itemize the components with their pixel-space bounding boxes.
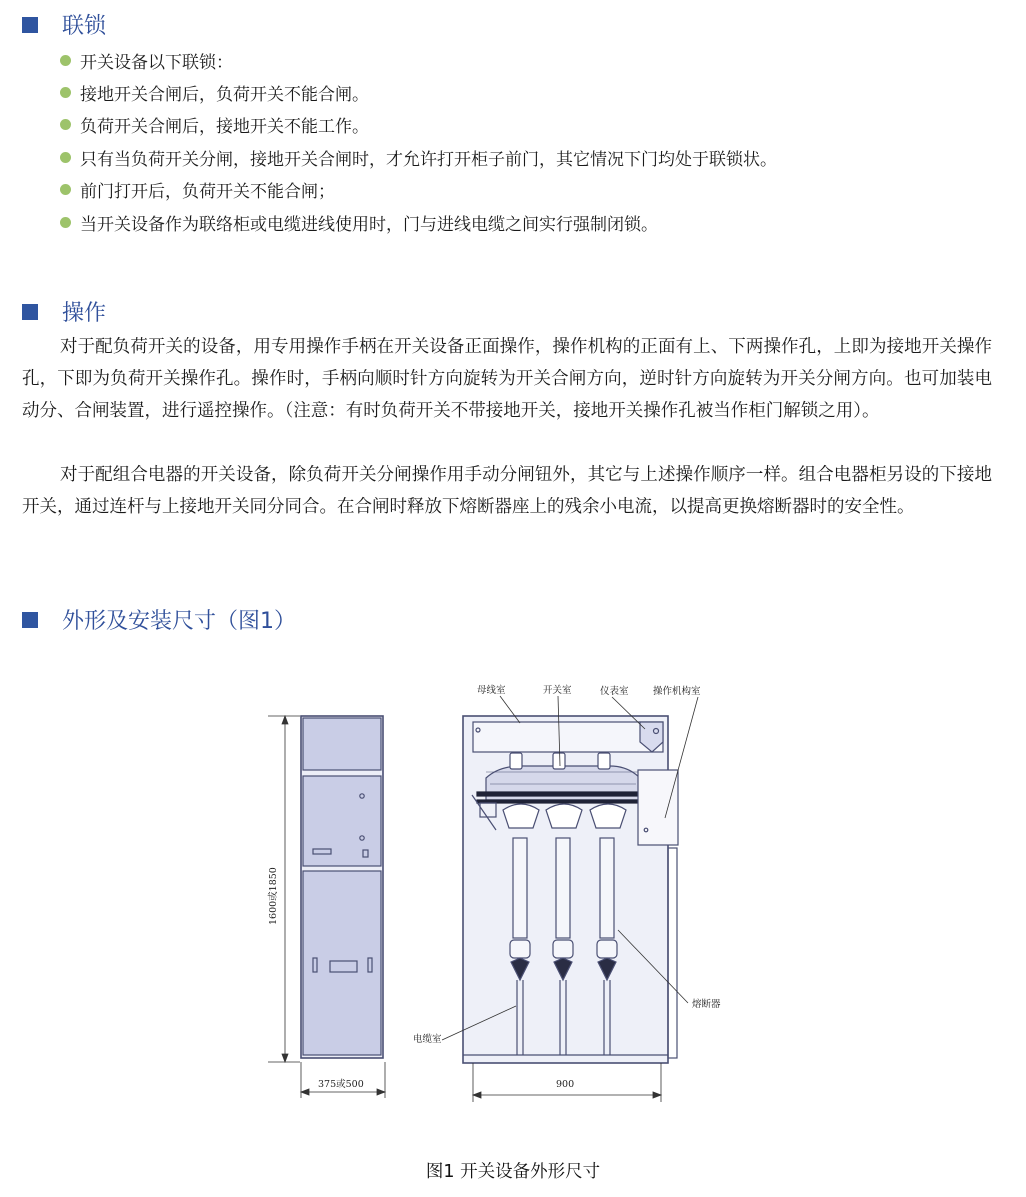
label-busbar-room: 母线室 — [477, 685, 506, 696]
label-fuse: 熔断器 — [692, 999, 721, 1010]
list-item: 当开关设备作为联络柜或电缆进线使用时，门与进线电缆之间实行强制闭锁。 — [60, 206, 1000, 238]
front-view-cabinet — [301, 716, 383, 1058]
heading-interlock-title: 联锁 — [62, 14, 107, 39]
heading-operation-title: 操作 — [62, 301, 107, 326]
operation-paragraph-2: 对于配组合电器的开关设备，除负荷开关分闸操作用手动分闸钮外，其它与上述操作顺序一样。组合电器柜另设的下接地开关，通过连杆与上接地开关同分同合。在合闸时释放下熔断器座上的残余小电流，以提高更换熔断器时的安全性。 — [22, 465, 992, 517]
operation-paragraph-1: 对于配负荷开关的设备，用专用操作手柄在开关设备正面操作，操作机构的正面有上、下两操作孔，上即为接地开关操作孔，下即为负荷开关操作孔。操作时，手柄向顺时针方向旋转为开关合闸方向，逆时针方向旋转为开关分闸方向。也可加装电动分、合闸装置，进行遥控操作。（注意：有时负荷开关不带接地开关，接地开关操作孔被当作柜门解锁之用）。 — [22, 337, 992, 421]
label-cable-room: 电缆室 — [413, 1034, 442, 1045]
list-item: 接地开关合闸后，负荷开关不能合闸。 — [60, 76, 1000, 108]
heading-dimensions-title: 外形及安装尺寸（图1） — [62, 609, 296, 634]
label-front-width: 375或500 — [318, 1079, 364, 1090]
list-item: 开关设备以下联锁： — [60, 44, 1000, 76]
label-side-width: 900 — [556, 1079, 575, 1090]
figure-caption: 图1 开关设备外形尺寸 — [425, 1162, 601, 1182]
label-front-height: 1600或1850 — [268, 867, 279, 925]
label-instrument-room: 仪表室 — [600, 686, 629, 697]
list-item: 只有当负荷开关分闸，接地开关合闸时，才允许打开柜子前门，其它情况下门均处于联锁状。 — [60, 141, 1000, 173]
list-item: 负荷开关合闸后，接地开关不能工作。 — [60, 109, 1000, 141]
list-item: 前门打开后，负荷开关不能合闸； — [60, 174, 1000, 206]
side-view-cabinet — [463, 716, 678, 1063]
label-switch-room: 开关室 — [543, 685, 572, 696]
label-mechanism-room: 操作机构室 — [653, 686, 701, 697]
